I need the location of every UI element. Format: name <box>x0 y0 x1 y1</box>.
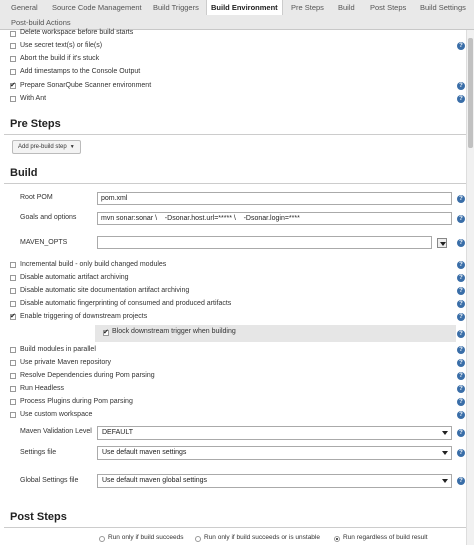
global-settings-file-select[interactable] <box>97 474 452 488</box>
option-label: Enable triggering of downstream projects <box>20 313 148 320</box>
checkbox[interactable] <box>10 43 16 49</box>
help-icon[interactable]: ? <box>457 359 465 367</box>
global-settings-file-label: Global Settings file <box>20 477 79 484</box>
chevron-down-icon <box>442 431 448 435</box>
tab-build[interactable]: Build <box>338 3 355 12</box>
checkbox[interactable] <box>10 347 16 353</box>
chevron-down-icon <box>442 451 448 455</box>
vertical-scrollbar[interactable] <box>466 30 474 545</box>
checkbox[interactable] <box>10 288 16 294</box>
radio-run-if-succeeds[interactable] <box>99 536 105 542</box>
tab-build-triggers[interactable]: Build Triggers <box>153 3 199 12</box>
tab-post-steps[interactable]: Post Steps <box>370 3 407 12</box>
help-icon[interactable]: ? <box>457 385 465 393</box>
checkbox[interactable] <box>10 69 16 75</box>
checkbox[interactable] <box>10 373 16 379</box>
tab-build-settings[interactable]: Build Settings <box>420 3 466 12</box>
tab-post-build-actions[interactable]: Post-build Actions <box>11 18 71 27</box>
select-value: DEFAULT <box>102 429 133 436</box>
radio-run-regardless[interactable] <box>334 536 340 542</box>
maven-opts-input[interactable] <box>97 236 432 249</box>
option-label: Resolve Dependencies during Pom parsing <box>20 372 155 379</box>
checkbox[interactable] <box>10 386 16 392</box>
root-pom-input[interactable]: pom.xml <box>97 192 452 205</box>
maven-opts-label: MAVEN_OPTS <box>20 239 68 246</box>
checkbox[interactable] <box>10 412 16 418</box>
help-icon[interactable]: ? <box>457 398 465 406</box>
option-label: Use private Maven repository <box>20 359 112 366</box>
checkbox-checked[interactable] <box>103 330 109 336</box>
checkbox[interactable] <box>10 275 16 281</box>
scrollbar-thumb[interactable] <box>468 38 473 148</box>
help-icon[interactable]: ? <box>457 346 465 354</box>
divider <box>4 527 470 528</box>
config-tab-bar <box>0 0 474 30</box>
help-icon[interactable]: ? <box>457 287 465 295</box>
post-steps-heading: Post Steps <box>10 511 67 523</box>
expand-textarea-button[interactable] <box>437 238 447 248</box>
block-downstream-label: Block downstream trigger when building <box>112 328 236 335</box>
help-icon[interactable]: ? <box>457 261 465 269</box>
option-label: With Ant <box>20 95 47 102</box>
root-pom-label: Root POM <box>20 194 53 201</box>
checkbox[interactable] <box>10 56 16 62</box>
help-icon[interactable]: ? <box>457 300 465 308</box>
select-value: Use default maven global settings <box>102 477 208 484</box>
select-value: Use default maven settings <box>102 449 187 456</box>
help-icon[interactable]: ? <box>457 195 465 203</box>
option-label: Disable automatic site documentation artifact archiving <box>20 287 190 294</box>
help-icon[interactable]: ? <box>457 42 465 50</box>
add-pre-build-step-button[interactable] <box>12 140 81 154</box>
option-label: Run Headless <box>20 385 64 392</box>
radio-label: Run only if build succeeds or is unstable <box>204 534 320 541</box>
help-icon[interactable]: ? <box>457 313 465 321</box>
settings-file-label: Settings file <box>20 449 57 456</box>
goals-input[interactable]: mvn sonar:sonar \ -Dsonar.host.url=***** \ -Dsonar.login=**** <box>97 212 452 225</box>
help-icon[interactable]: ? <box>457 82 465 90</box>
chevron-down-icon <box>442 479 448 483</box>
help-icon[interactable]: ? <box>457 330 465 338</box>
help-icon[interactable]: ? <box>457 95 465 103</box>
checkbox[interactable] <box>10 360 16 366</box>
divider <box>4 183 470 184</box>
checkbox-checked[interactable] <box>10 314 16 320</box>
option-label: Abort the build if it's stuck <box>20 55 100 62</box>
option-label: Use secret text(s) or file(s) <box>20 42 103 49</box>
checkbox-checked[interactable] <box>10 83 16 89</box>
option-label: Incremental build - only build changed modules <box>20 261 167 268</box>
tab-source-code-management[interactable]: Source Code Management <box>52 3 142 12</box>
button-label: Add pre-build step <box>18 144 67 150</box>
tab-build-environment[interactable]: Build Environment <box>206 0 283 15</box>
help-icon[interactable]: ? <box>457 477 465 485</box>
help-icon[interactable]: ? <box>457 239 465 247</box>
validation-level-select[interactable] <box>97 426 452 440</box>
checkbox[interactable] <box>10 31 16 37</box>
option-label: Disable automatic fingerprinting of consumed and produced artifacts <box>20 300 232 307</box>
radio-run-if-unstable[interactable] <box>195 536 201 542</box>
tab-general[interactable]: General <box>11 3 38 12</box>
caret-down-icon: ▼ <box>69 144 75 150</box>
checkbox[interactable] <box>10 96 16 102</box>
help-icon[interactable]: ? <box>457 215 465 223</box>
option-label: Build modules in parallel <box>20 346 96 353</box>
help-icon[interactable]: ? <box>457 429 465 437</box>
build-heading: Build <box>10 167 38 179</box>
pre-steps-heading: Pre Steps <box>10 118 61 130</box>
option-label: Disable automatic artifact archiving <box>20 274 129 281</box>
validation-level-label: Maven Validation Level <box>20 428 92 435</box>
option-label: Process Plugins during Pom parsing <box>20 398 133 405</box>
goals-label: Goals and options <box>20 214 77 221</box>
checkbox[interactable] <box>10 399 16 405</box>
tab-pre-steps[interactable]: Pre Steps <box>291 3 324 12</box>
settings-file-select[interactable] <box>97 446 452 460</box>
option-label: Use custom workspace <box>20 411 93 418</box>
checkbox[interactable] <box>10 301 16 307</box>
radio-label: Run regardless of build result <box>343 534 428 541</box>
option-label: Delete workspace before build starts <box>20 29 134 36</box>
help-icon[interactable]: ? <box>457 274 465 282</box>
option-label: Prepare SonarQube Scanner environment <box>20 82 152 89</box>
divider <box>4 134 470 135</box>
checkbox[interactable] <box>10 262 16 268</box>
radio-label: Run only if build succeeds <box>108 534 184 541</box>
help-icon[interactable]: ? <box>457 411 465 419</box>
help-icon[interactable]: ? <box>457 449 465 457</box>
help-icon[interactable]: ? <box>457 372 465 380</box>
option-label: Add timestamps to the Console Output <box>20 68 141 75</box>
